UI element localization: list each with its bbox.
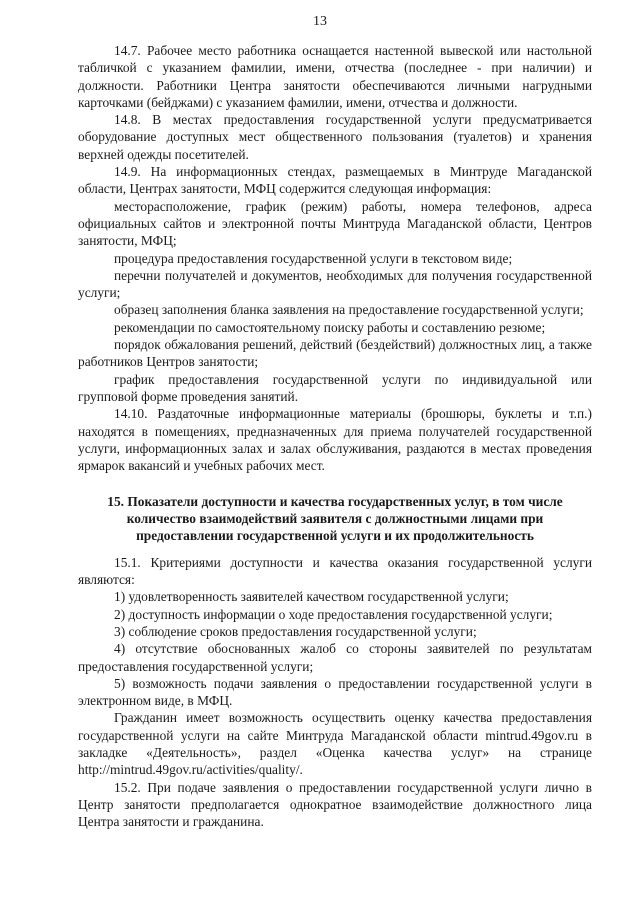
list-item-procedure: процедура предоставления государственной услуги в текстовом виде; [114,250,513,266]
paragraph-14-10: 14.10. Раздаточные информационные материалы (брошюры, буклеты и т.п.) находятся в помещениях, предназначенных для приема получателей государственной услуги, информационных залах и залах обслуживания, раздаются в местах проведения ярмарок вакансий и учебных рабочих мест. [78,406,592,474]
list-item-recipients: перечни получателей и документов, необходимых для получения государственной услуги; [78,267,592,301]
criterion-3: 3) соблюдение сроков предоставления государственной услуги; [114,624,477,639]
paragraph-15-2: 15.2. При подаче заявления о предоставлении государственной услуги лично в Центр занятости предполагается однократное взаимодействие должностного лица Центра занятости и гражданина. [78,779,592,830]
list-item-form-sample: образец заполнения бланка заявления на предоставление государственной услуги; [114,302,584,318]
list-item-recommendations: рекомендации по самостоятельному поиску работы и составлению резюме; [114,319,546,335]
page-number: 13 [313,14,327,29]
paragraph-14-7: 14.7. Рабочее место работника оснащается настенной вывеской или настольной табличкой с указанием фамилии, имени, отчества (последнее - при наличии) и должности. Работники Центра занятости обеспечиваются личными нагрудными карточками (бейджами) с указанием фамилии, имени, отчества и должности. [78,43,592,110]
criterion-4: 4) отсутствие обоснованных жалоб со стороны заявителей по результатам предоставления государственной услуги; [78,641,592,674]
criterion-5: 5) возможность подачи заявления о предоставлении государственной услуги в электронном виде, в МФЦ. [78,675,592,709]
list-item-schedule: график предоставления государственной услуги по индивидуальной или групповой форме проведения занятий. [78,371,592,404]
criterion-1: 1) удовлетворенность заявителей качеством государственной услуги; [114,589,509,605]
paragraph-quality-assessment: Гражданин имеет возможность осуществить оценку качества предоставления государственной услуги на сайте Минтруда Магаданской области mintrud.49gov.ru в закладке «Деятельность», раздел «Оценка качества услуг» на странице http://mintrud.49gov.ru/activities/quality/. [78,710,592,778]
paragraph-14-8: 14.8. В местах предоставления государственной услуги предусматривается оборудование доступных мест общественного пользования (туалетов) и хранения верхней одежды посетителей. [78,112,592,162]
paragraph-14-9: 14.9. На информационных стендах, размещаемых в Минтруде Магаданской области, Центрах занятости, МФЦ содержится следующая информация: [78,164,592,197]
document-body [78,42,592,831]
list-item-appeal-procedure: порядок обжалования решений, действий (бездействий) должностных лиц, а также работников Центров занятости; [78,337,592,370]
paragraph-15-1: 15.1. Критериями доступности и качества оказания государственной услуги являются: [78,554,592,588]
criterion-2: 2) доступность информации о ходе предоставления государственной услуги; [114,606,553,622]
list-item-location: месторасположение, график (режим) работы, номера телефонов, адреса официальных сайтов и электронной почты Минтруда Магаданской области, Центров занятости, МФЦ; [78,198,592,249]
section-heading-15: 15. Показатели доступности и качества государственных услуг, в том числе количество взаимодействий заявителя с должностными лицами при предоставлении государственной услуги и их продолжительность [107,494,563,544]
